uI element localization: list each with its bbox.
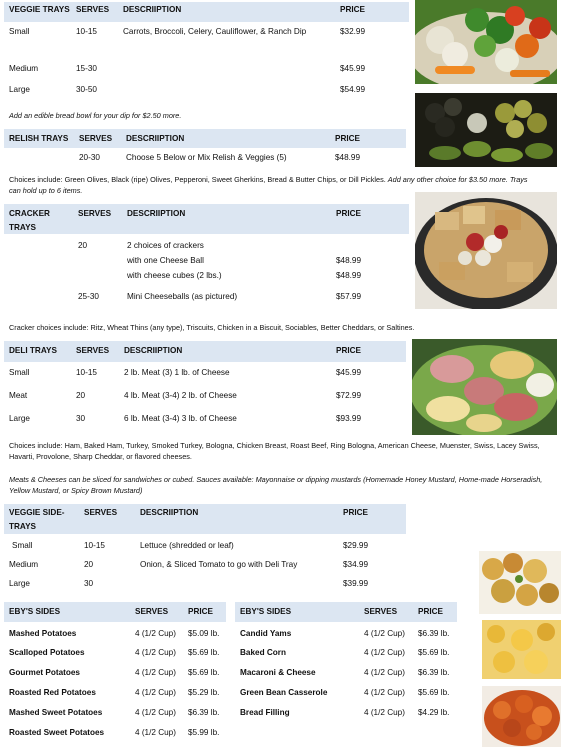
deli-trays-description-header: DESCRIIPTION (124, 346, 183, 355)
cracker-trays-price-header: PRICE (336, 209, 362, 218)
side-mashed-potatoes-serves: 4 (1/2 Cup) (135, 629, 176, 638)
side-baked-corn-price: $5.69 lb. (418, 648, 450, 657)
side-roasted-sweet-potatoes-price: $5.99 lb. (188, 728, 220, 737)
cracker-row2-desc: with one Cheese Ball (127, 256, 204, 265)
veggie-small-desc: Carrots, Broccoli, Celery, Cauliflower, & Ranch Dip (123, 27, 307, 36)
side-macaroni-cheese-name: Macaroni & Cheese (240, 668, 316, 677)
side-gourmet-potatoes-name: Gourmet Potatoes (9, 668, 80, 677)
side-roasted-sweet-potatoes-name: Roasted Sweet Potatoes (9, 728, 105, 737)
cracker-trays-title-line2: TRAYS (9, 223, 36, 232)
cracker-trays-title: CRACKER (9, 209, 50, 218)
veggie-side-small-serves: 10-15 (84, 541, 105, 550)
relish-trays-title: RELISH TRAYS (9, 134, 69, 143)
deli-choices-note: Choices include: Ham, Baked Ham, Turkey, Smoked Turkey, Bologna, Chicken Breast, Roast Beef, Ring Bologna, American Cheese, Muenster, Swiss, Lacey Swiss, Havarti, Provolone, Sharp Cheddar, or flavored cheeses. (9, 441, 540, 461)
deli-small-size: Small (9, 368, 30, 377)
veggie-trays-description-header: DESCRIIPTION (123, 5, 182, 14)
veggie-side-small-desc: Lettuce (shredded or leaf) (140, 541, 234, 550)
veggie-small-price: $32.99 (340, 27, 366, 36)
side-mashed-sweet-potatoes-serves: 4 (1/2 Cup) (135, 708, 176, 717)
sides-right-price-header: PRICE (418, 607, 444, 616)
side-candid-yams-serves: 4 (1/2 Cup) (364, 629, 405, 638)
deli-small-serves: 10-15 (76, 368, 97, 377)
veggie-trays-serves-header: SERVES (76, 5, 110, 14)
cracker-row2-price: $48.99 (336, 256, 362, 265)
sides-right-serves-header: SERVES (364, 607, 398, 616)
deli-tray-photo (412, 339, 557, 435)
side-macaroni-cheese-price: $6.39 lb. (418, 668, 450, 677)
sweet-potatoes-photo (482, 686, 561, 747)
sides-right-title: EBY'S SIDES (240, 607, 292, 616)
veggie-side-medium-desc: Onion, & Sliced Tomato to go with Deli Tray (140, 560, 298, 569)
side-roasted-sweet-potatoes-serves: 4 (1/2 Cup) (135, 728, 176, 737)
side-candid-yams-price: $6.39 lb. (418, 629, 450, 638)
relish-price: $48.99 (335, 153, 361, 162)
side-roasted-red-potatoes-price: $5.29 lb. (188, 688, 220, 697)
veggie-side-trays-description-header: DESCRIIPTION (140, 508, 199, 517)
side-macaroni-cheese-serves: 4 (1/2 Cup) (364, 668, 405, 677)
veggie-trays-title: VEGGIE TRAYS (9, 5, 70, 14)
veggie-side-medium-serves: 20 (84, 560, 94, 569)
side-green-bean-casserole-price: $5.69 lb. (418, 688, 450, 697)
veggie-side-medium-size: Medium (9, 560, 39, 569)
deli-small-desc: 2 lb. Meat (3) 1 lb. of Cheese (124, 368, 230, 377)
side-bread-filling-name: Bread Filling (240, 708, 290, 717)
deli-small-price: $45.99 (336, 368, 362, 377)
side-mashed-potatoes-name: Mashed Potatoes (9, 629, 77, 638)
deli-trays-serves-header: SERVES (76, 346, 110, 355)
deli-trays-title: DELI TRAYS (9, 346, 57, 355)
cracker-trays-serves-header: SERVES (78, 209, 112, 218)
relish-trays-description-header: DESCRIIPTION (126, 134, 185, 143)
veggie-side-trays-title: VEGGIE SIDE- (9, 508, 65, 517)
veggie-note: Add an edible bread bowl for your dip for $2.50 more. (9, 111, 182, 120)
side-baked-corn-name: Baked Corn (240, 648, 286, 657)
sides-left-price-header: PRICE (188, 607, 214, 616)
cracker-row1-desc: 2 choices of crackers (127, 241, 204, 250)
relish-trays-price-header: PRICE (335, 134, 361, 143)
veggie-small-serves: 10-15 (76, 27, 97, 36)
veggie-side-small-price: $29.99 (343, 541, 369, 550)
veggie-trays-price-header: PRICE (340, 5, 366, 14)
veggie-large-serves: 30-50 (76, 85, 97, 94)
sides-left-serves-header: SERVES (135, 607, 169, 616)
veggie-medium-serves: 15-30 (76, 64, 97, 73)
veggie-side-trays-price-header: PRICE (343, 508, 369, 517)
veggie-side-trays-title-line2: TRAYS (9, 522, 36, 531)
cracker-row1-serves: 20 (78, 241, 88, 250)
relish-note-extra: Add any other choice for $3.50 more. Trays can hold up to 6 items. (9, 175, 528, 195)
relish-trays-serves-header: SERVES (79, 134, 113, 143)
veggie-side-large-price: $39.99 (343, 579, 369, 588)
sides-left-title: EBY'S SIDES (9, 607, 61, 616)
veggie-side-small-size: Small (12, 541, 33, 550)
deli-large-desc: 6 lb. Meat (3-4) 3 lb. of Cheese (124, 414, 237, 423)
cracker-row3-price: $48.99 (336, 271, 362, 280)
side-bread-filling-price: $4.29 lb. (418, 708, 450, 717)
deli-large-size: Large (9, 414, 30, 423)
deli-meat-desc: 4 lb. Meat (3-4) 2 lb. of Cheese (124, 391, 237, 400)
deli-meat-size: Meat (9, 391, 28, 400)
side-roasted-red-potatoes-serves: 4 (1/2 Cup) (135, 688, 176, 697)
relish-note-choices: Choices include: Green Olives, Black (ripe) Olives, Pepperoni, Sweet Gherkins, Bread & Butter Chips, or Dill Pickles. (9, 175, 388, 184)
veggie-medium-size: Medium (9, 64, 39, 73)
side-scalloped-potatoes-price: $5.69 lb. (188, 648, 220, 657)
veggie-medium-price: $45.99 (340, 64, 366, 73)
cracker-row3-desc: with cheese cubes (2 lbs.) (127, 271, 222, 280)
deli-large-serves: 30 (76, 414, 86, 423)
side-green-bean-casserole-serves: 4 (1/2 Cup) (364, 688, 405, 697)
veggie-side-large-size: Large (9, 579, 30, 588)
veggie-large-price: $54.99 (340, 85, 366, 94)
deli-large-price: $93.99 (336, 414, 362, 423)
side-gourmet-potatoes-price: $5.69 lb. (188, 668, 220, 677)
cracker-row4-desc: Mini Cheeseballs (as pictured) (127, 292, 238, 301)
roasted-potatoes-photo (479, 551, 561, 614)
deli-meat-serves: 20 (76, 391, 86, 400)
side-mashed-sweet-potatoes-name: Mashed Sweet Potatoes (9, 708, 103, 717)
deli-sauces-note: Meats & Cheeses can be sliced for sandwiches or cubed. Sauces available: Mayonnaise or dipping mustards (Homemade Honey Mustard, Home-made Horseradish, Yellow Mustard, or Spicy Brown Mustard) (9, 475, 543, 495)
veggie-side-trays-serves-header: SERVES (84, 508, 118, 517)
side-candid-yams-name: Candid Yams (240, 629, 292, 638)
side-scalloped-potatoes-name: Scalloped Potatoes (9, 648, 85, 657)
side-roasted-red-potatoes-name: Roasted Red Potatoes (9, 688, 96, 697)
deli-meat-price: $72.99 (336, 391, 362, 400)
side-mashed-potatoes-price: $5.09 lb. (188, 629, 220, 638)
deli-trays-price-header: PRICE (336, 346, 362, 355)
veggie-tray-photo (415, 0, 557, 84)
veggie-side-large-serves: 30 (84, 579, 94, 588)
side-bread-filling-serves: 4 (1/2 Cup) (364, 708, 405, 717)
side-gourmet-potatoes-serves: 4 (1/2 Cup) (135, 668, 176, 677)
side-green-bean-casserole-name: Green Bean Casserole (240, 688, 328, 697)
veggie-side-medium-price: $34.99 (343, 560, 369, 569)
veggie-small-size: Small (9, 27, 30, 36)
macaroni-photo (482, 620, 561, 679)
relish-tray-photo (415, 93, 557, 167)
side-mashed-sweet-potatoes-price: $6.39 lb. (188, 708, 220, 717)
side-baked-corn-serves: 4 (1/2 Cup) (364, 648, 405, 657)
relish-serves: 20-30 (79, 153, 100, 162)
side-scalloped-potatoes-serves: 4 (1/2 Cup) (135, 648, 176, 657)
cracker-row4-serves: 25-30 (78, 292, 99, 301)
relish-desc: Choose 5 Below or Mix Relish & Veggies (5) (126, 153, 287, 162)
cracker-row4-price: $57.99 (336, 292, 362, 301)
cracker-trays-description-header: DESCRIIPTION (127, 209, 186, 218)
veggie-large-size: Large (9, 85, 30, 94)
cracker-note: Cracker choices include: Ritz, Wheat Thins (any type), Triscuits, Chicken in a Biscuit, Sociables, Better Cheddars, or Saltines. (9, 323, 415, 332)
cracker-tray-photo (415, 192, 557, 309)
